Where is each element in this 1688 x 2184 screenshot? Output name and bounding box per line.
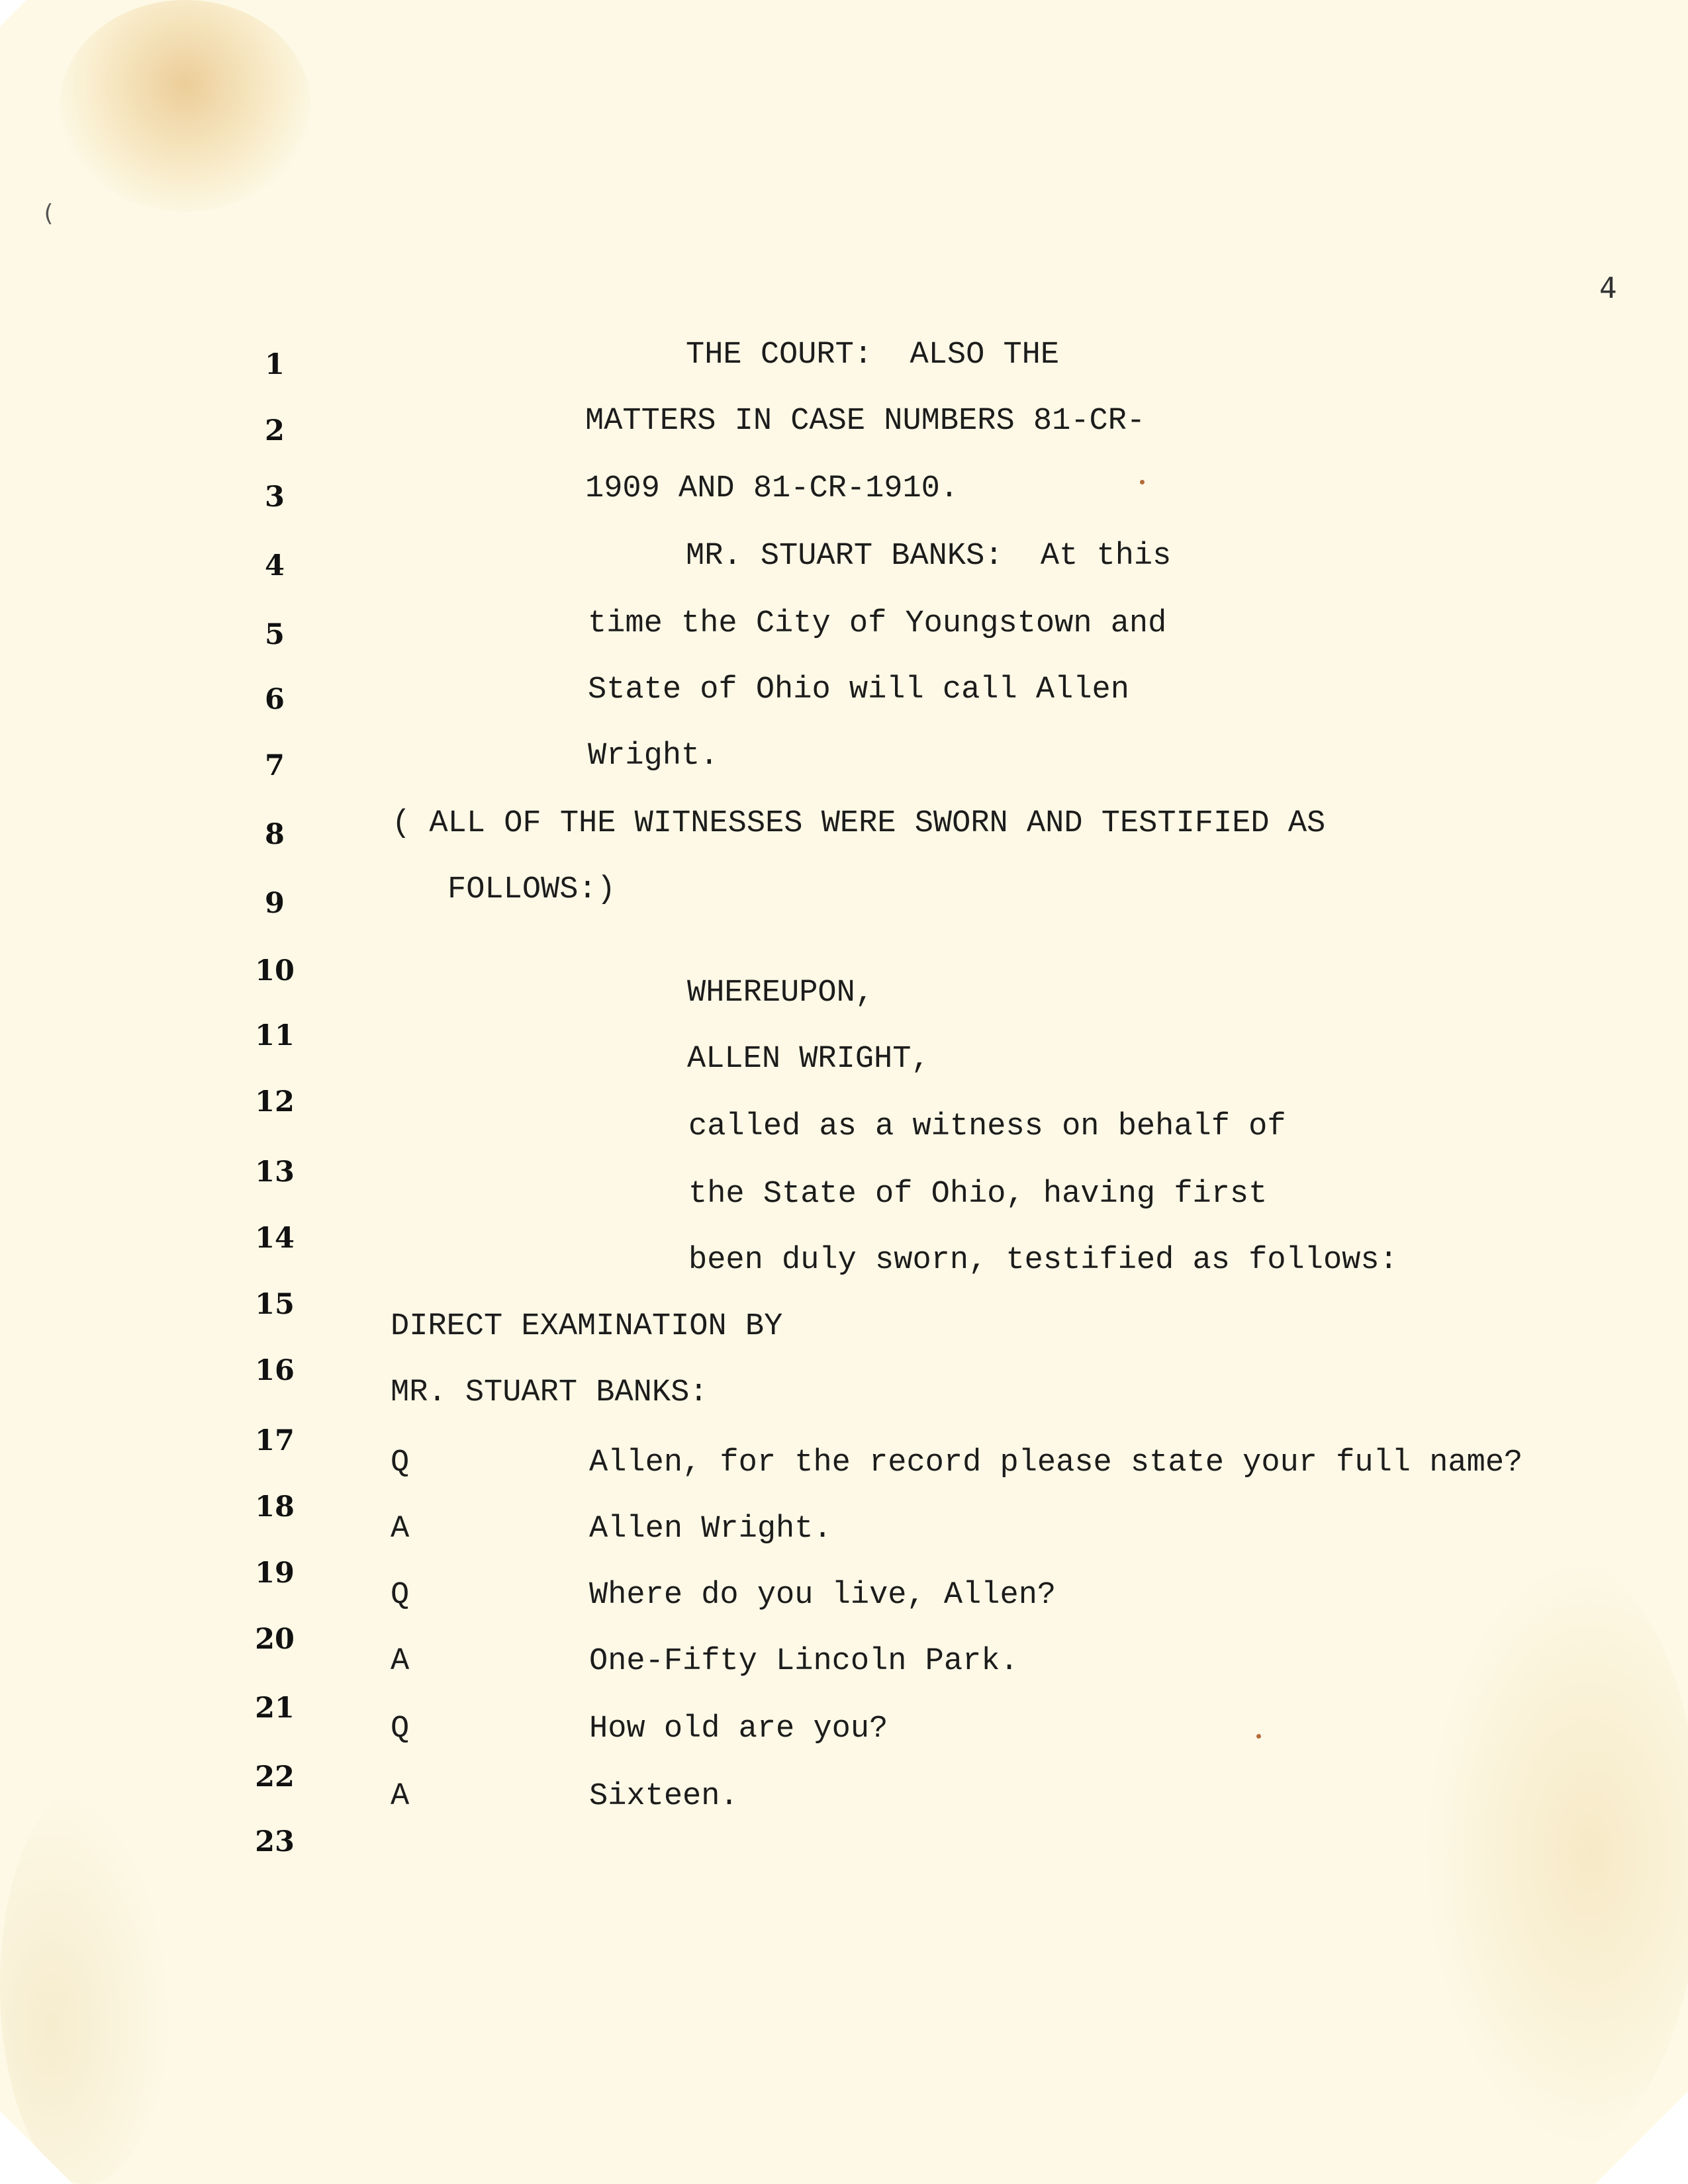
line-number: 4 — [265, 549, 285, 582]
line-number: 17 — [255, 1424, 295, 1457]
line-number: 23 — [255, 1825, 295, 1858]
ink-speck — [1140, 480, 1145, 484]
transcript-line: 1909 AND 81-CR-1910. — [585, 471, 959, 506]
transcript-line: MATTERS IN CASE NUMBERS 81-CR- — [585, 404, 1146, 439]
folded-corner — [0, 2111, 73, 2184]
line-number: 7 — [265, 749, 285, 782]
transcript-line: State of Ohio will call Allen — [588, 672, 1129, 707]
line-number: 12 — [255, 1085, 295, 1118]
qa-marker: Q — [391, 1578, 410, 1613]
transcript-line: called as a witness on behalf of — [688, 1109, 1286, 1144]
transcript-line: FOLLOWS:) — [447, 872, 616, 907]
page-corner — [0, 0, 26, 26]
line-number: 5 — [265, 618, 285, 651]
line-number: 16 — [255, 1354, 295, 1387]
transcript-line: been duly sworn, testified as follows: — [688, 1243, 1398, 1278]
line-number: 3 — [265, 480, 285, 514]
line-number: 9 — [265, 887, 285, 920]
ink-speck — [1256, 1734, 1261, 1739]
qa-marker: Q — [391, 1445, 410, 1480]
line-number: 14 — [255, 1222, 295, 1255]
line-number: 2 — [265, 414, 285, 447]
transcript-line: MR. STUART BANKS: At this — [686, 539, 1172, 574]
line-number: 11 — [255, 1019, 295, 1052]
line-number: 8 — [265, 818, 285, 851]
line-number: 10 — [255, 954, 295, 987]
transcript-line: THE COURT: ALSO THE — [686, 338, 1060, 373]
water-stain — [60, 0, 311, 212]
folded-corner — [1595, 2091, 1688, 2184]
paper-discoloration — [1423, 1555, 1688, 2151]
line-number: 19 — [255, 1557, 295, 1590]
qa-marker: A — [391, 1779, 410, 1814]
line-number: 1 — [265, 348, 285, 381]
line-number: 21 — [255, 1692, 295, 1725]
qa-text: Sixteen. — [589, 1779, 739, 1814]
transcript-line: MR. STUART BANKS: — [391, 1375, 708, 1410]
qa-marker: A — [391, 1644, 410, 1679]
transcript-line: the State of Ohio, having first — [688, 1177, 1268, 1212]
qa-text: One-Fifty Lincoln Park. — [589, 1644, 1019, 1679]
qa-text: How old are you? — [589, 1711, 888, 1747]
line-number: 22 — [255, 1760, 295, 1794]
line-number: 6 — [265, 683, 285, 716]
line-number: 15 — [255, 1288, 295, 1321]
transcript-line: WHEREUPON, — [687, 976, 874, 1011]
line-number: 13 — [255, 1156, 295, 1189]
margin-mark: ( — [41, 200, 56, 227]
witness-name: ALLEN WRIGHT, — [687, 1042, 930, 1077]
page-number: 4 — [1599, 271, 1617, 305]
line-number: 20 — [255, 1623, 295, 1656]
transcript-line: DIRECT EXAMINATION BY — [391, 1309, 783, 1344]
line-number: 18 — [255, 1490, 295, 1524]
transcript-line: Wright. — [588, 739, 719, 774]
qa-text: Allen Wright. — [589, 1512, 832, 1547]
qa-text: Where do you live, Allen? — [589, 1578, 1056, 1613]
qa-marker: A — [391, 1512, 410, 1547]
qa-text: Allen, for the record please state your full name? — [589, 1445, 1523, 1480]
qa-marker: Q — [391, 1711, 410, 1747]
transcript-line: time the City of Youngstown and — [588, 606, 1167, 641]
transcript-line: ( ALL OF THE WITNESSES WERE SWORN AND TESTIFIED AS — [392, 806, 1326, 841]
